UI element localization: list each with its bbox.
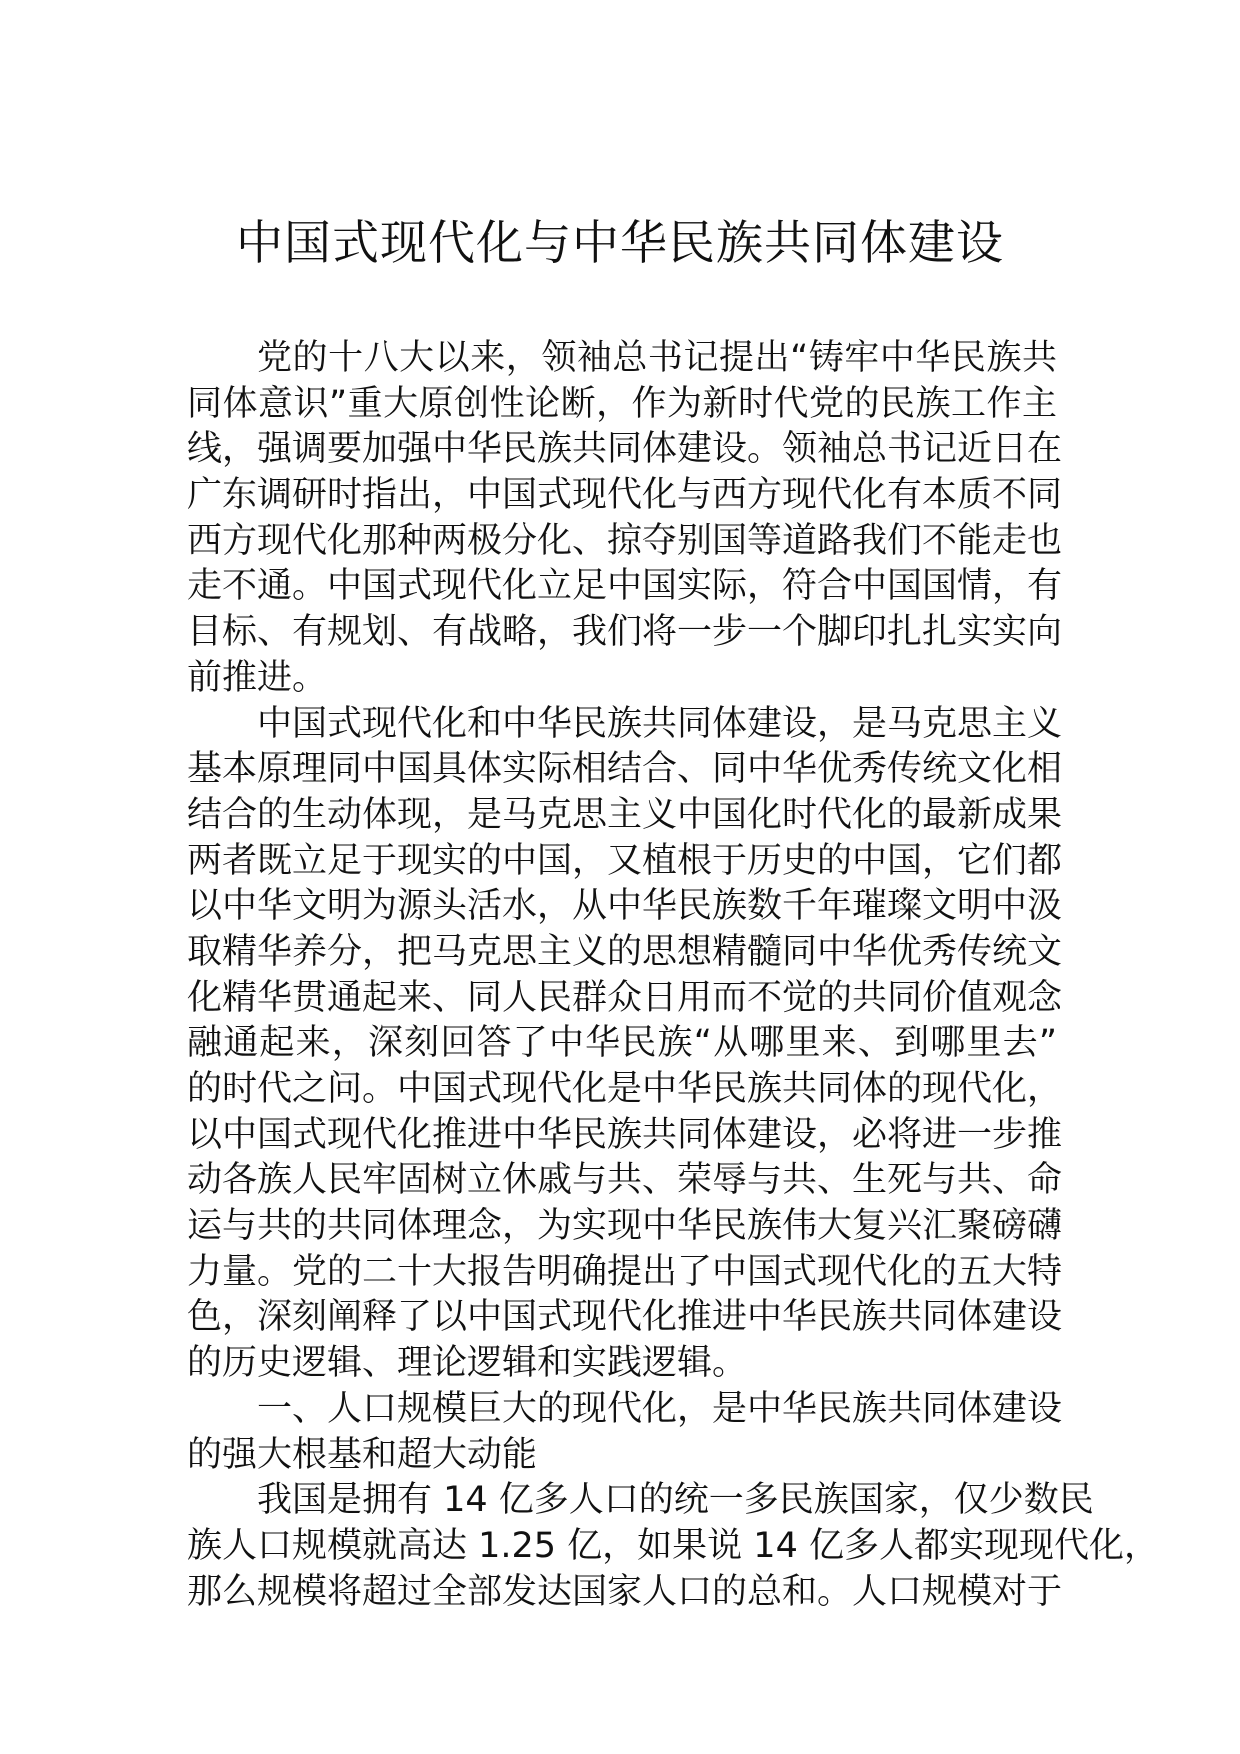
text-line: 党的十八大以来，领袖总书记提出“铸牢中华民族共: [257, 338, 1057, 378]
text-line: 线，强调要加强中华民族共同体建设。领袖总书记近日在: [187, 429, 1063, 470]
text-line: 的历史逻辑、理论逻辑和实践逻辑。: [187, 1343, 748, 1384]
document-title: 中国式现代化与中华民族共同体建设: [236, 216, 1004, 271]
text-line: 色，深刻阐释了以中国式现代化推进中华民族共同体建设: [187, 1297, 1063, 1338]
text-line: 那么规模将超过全部发达国家人口的总和。人口规模对于: [187, 1571, 1063, 1612]
document-body: [187, 336, 1159, 1615]
text-line: 两者既立足于现实的中国，又植根于历史的中国，它们都: [187, 840, 1063, 881]
text-line: 我国是拥有 14 亿多人口的统一多民族国家，仅少数民: [257, 1480, 1094, 1521]
text-line: 结合的生动体现，是马克思主义中国化时代化的最新成果: [187, 794, 1063, 835]
text-line: 取精华养分，把马克思主义的思想精髓同中华优秀传统文: [187, 931, 1063, 972]
text-line: 西方现代化那种两极分化、掠夺别国等道路我们不能走也: [187, 520, 1063, 561]
text-line: 的时代之问。中国式现代化是中华民族共同体的现代化，: [187, 1069, 1063, 1109]
text-line: 一、人口规模巨大的现代化，是中华民族共同体建设: [257, 1388, 1063, 1429]
text-line: 同体意识”重大原创性论断，作为新时代党的民族工作主: [187, 383, 1057, 424]
text-line: 目标、有规划、有战略，我们将一步一个脚印扎扎实实向: [187, 612, 1063, 653]
text-line: 广东调研时指出，中国式现代化与西方现代化有本质不同: [187, 475, 1063, 516]
text-line: 走不通。中国式现代化立足中国实际，符合中国国情，有: [187, 566, 1063, 607]
text-line: 以中国式现代化推进中华民族共同体建设，必将进一步推: [187, 1114, 1063, 1155]
text-line: 基本原理同中国具体实际相结合、同中华优秀传统文化相: [187, 749, 1063, 790]
text-line: 中国式现代化和中华民族共同体建设，是马克思主义: [257, 703, 1063, 744]
text-line: 融通起来，深刻回答了中华民族“从哪里来、到哪里去”: [187, 1023, 1057, 1064]
text-line: 族人口规模就高达 1.25 亿，如果说 14 亿多人都实现现代化，: [187, 1525, 1159, 1566]
text-line: 力量。党的二十大报告明确提出了中国式现代化的五大特: [187, 1251, 1063, 1292]
text-line: 化精华贯通起来、同人民群众日用而不觉的共同价值观念: [187, 977, 1063, 1018]
text-line: 前推进。: [187, 657, 328, 698]
text-line: 以中华文明为源头活水，从中华民族数千年璀璨文明中汲: [187, 886, 1063, 927]
text-line: 动各族人民牢固树立休戚与共、荣辱与共、生死与共、命: [187, 1160, 1063, 1201]
text-line: 运与共的共同体理念，为实现中华民族伟大复兴汇聚磅礴: [187, 1206, 1063, 1247]
text-line: 的强大根基和超大动能: [187, 1434, 538, 1475]
